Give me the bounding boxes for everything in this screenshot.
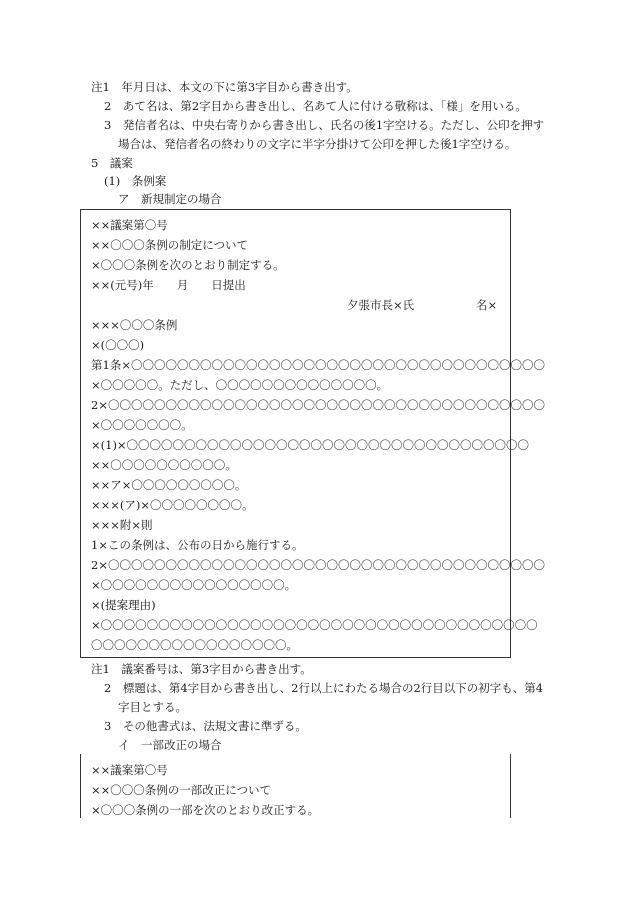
note-mid-1: 注1 議案番号は、第3字目から書き出す。	[91, 662, 312, 676]
bill-body-line: ×(〇〇〇)	[91, 338, 145, 352]
bill-body-line: 2×〇〇〇〇〇〇〇〇〇〇〇〇〇〇〇〇〇〇〇〇〇〇〇〇〇〇〇〇〇〇〇〇〇〇〇〇〇〇	[91, 558, 545, 572]
bill-number: ××議案第〇号	[91, 218, 168, 232]
bill-body-line: ×××〇〇〇条例	[91, 318, 178, 332]
item-heading-new: ア 新規制定の場合	[118, 192, 222, 206]
bill-statement: ×〇〇〇条例を次のとおり制定する。	[91, 258, 285, 272]
bill-body-line: 〇〇〇〇〇〇〇〇〇〇〇〇〇〇〇〇〇。	[91, 638, 298, 652]
note-3-continued: 場合は、発信者名の終わりの文字に半字分掛けて公印を押した後1字空ける。	[118, 137, 517, 151]
bill-body-line: ××〇〇〇〇〇〇〇〇〇〇。	[91, 458, 237, 472]
amend-bill-statement: ×〇〇〇条例の一部を次のとおり改正する。	[91, 803, 320, 817]
bill-body-line: ×(提案理由)	[91, 598, 156, 612]
bill-body-line: ×〇〇〇〇〇〇〇〇〇〇〇〇〇〇〇〇。	[91, 578, 297, 592]
note-mid-2-continued: 字目とする。	[118, 700, 187, 714]
bill-date: ××(元号)年 月 日提出	[91, 278, 246, 292]
bill-body-line: ××ア×〇〇〇〇〇〇〇〇〇。	[91, 478, 247, 492]
box-b-right-border	[510, 754, 511, 818]
bill-body-line: 2×〇〇〇〇〇〇〇〇〇〇〇〇〇〇〇〇〇〇〇〇〇〇〇〇〇〇〇〇〇〇〇〇〇〇〇〇〇〇	[91, 398, 545, 412]
amend-bill-title: ××〇〇〇条例の一部改正について	[91, 783, 272, 797]
amend-bill-number: ××議案第〇号	[91, 763, 168, 777]
bill-body-line: ×〇〇〇〇〇。ただし、〇〇〇〇〇〇〇〇〇〇〇〇〇〇。	[91, 378, 389, 392]
bill-body-line: 第1条×〇〇〇〇〇〇〇〇〇〇〇〇〇〇〇〇〇〇〇〇〇〇〇〇〇〇〇〇〇〇〇〇〇〇〇〇	[91, 358, 545, 372]
bill-body-line: ×〇〇〇〇〇〇〇。	[91, 418, 193, 432]
note-2: 2 あて名は、第2字目から書き出し、名あて人に付ける敬称は、「様」を用いる。	[104, 99, 527, 113]
bill-body-line: ×××附×則	[91, 518, 153, 532]
note-1: 注1 年月日は、本文の下に第3字目から書き出す。	[91, 80, 358, 94]
section-heading: 5 議案	[91, 156, 133, 170]
bill-title: ××〇〇〇条例の制定について	[91, 238, 249, 252]
bill-body-line: ×××(ア)×〇〇〇〇〇〇〇〇。	[91, 498, 254, 512]
note-mid-3: 3 その他書式は、法規文書に準ずる。	[104, 719, 307, 733]
bill-signer-name: 名×	[476, 298, 498, 312]
bill-body-line: ×(1)×〇〇〇〇〇〇〇〇〇〇〇〇〇〇〇〇〇〇〇〇〇〇〇〇〇〇〇〇〇〇〇〇〇〇〇	[91, 438, 530, 452]
box-b-left-border	[80, 754, 81, 818]
bill-body-line: ×〇〇〇〇〇〇〇〇〇〇〇〇〇〇〇〇〇〇〇〇〇〇〇〇〇〇〇〇〇〇〇〇〇〇〇〇〇〇	[91, 618, 538, 632]
subsection-heading: (1) 条例案	[104, 174, 167, 188]
bill-signer: 夕張市長×氏	[347, 298, 415, 312]
note-mid-2: 2 標題は、第4字目から書き出し、2行以上にわたる場合の2行目以下の初字も、第4	[104, 681, 544, 695]
bill-body-line: 1×この条例は、公布の日から施行する。	[91, 538, 304, 552]
note-3: 3 発信者名は、中央右寄りから書き出し、氏名の後1字空ける。ただし、公印を押す	[104, 118, 545, 132]
item-heading-amend: イ 一部改正の場合	[118, 738, 222, 752]
